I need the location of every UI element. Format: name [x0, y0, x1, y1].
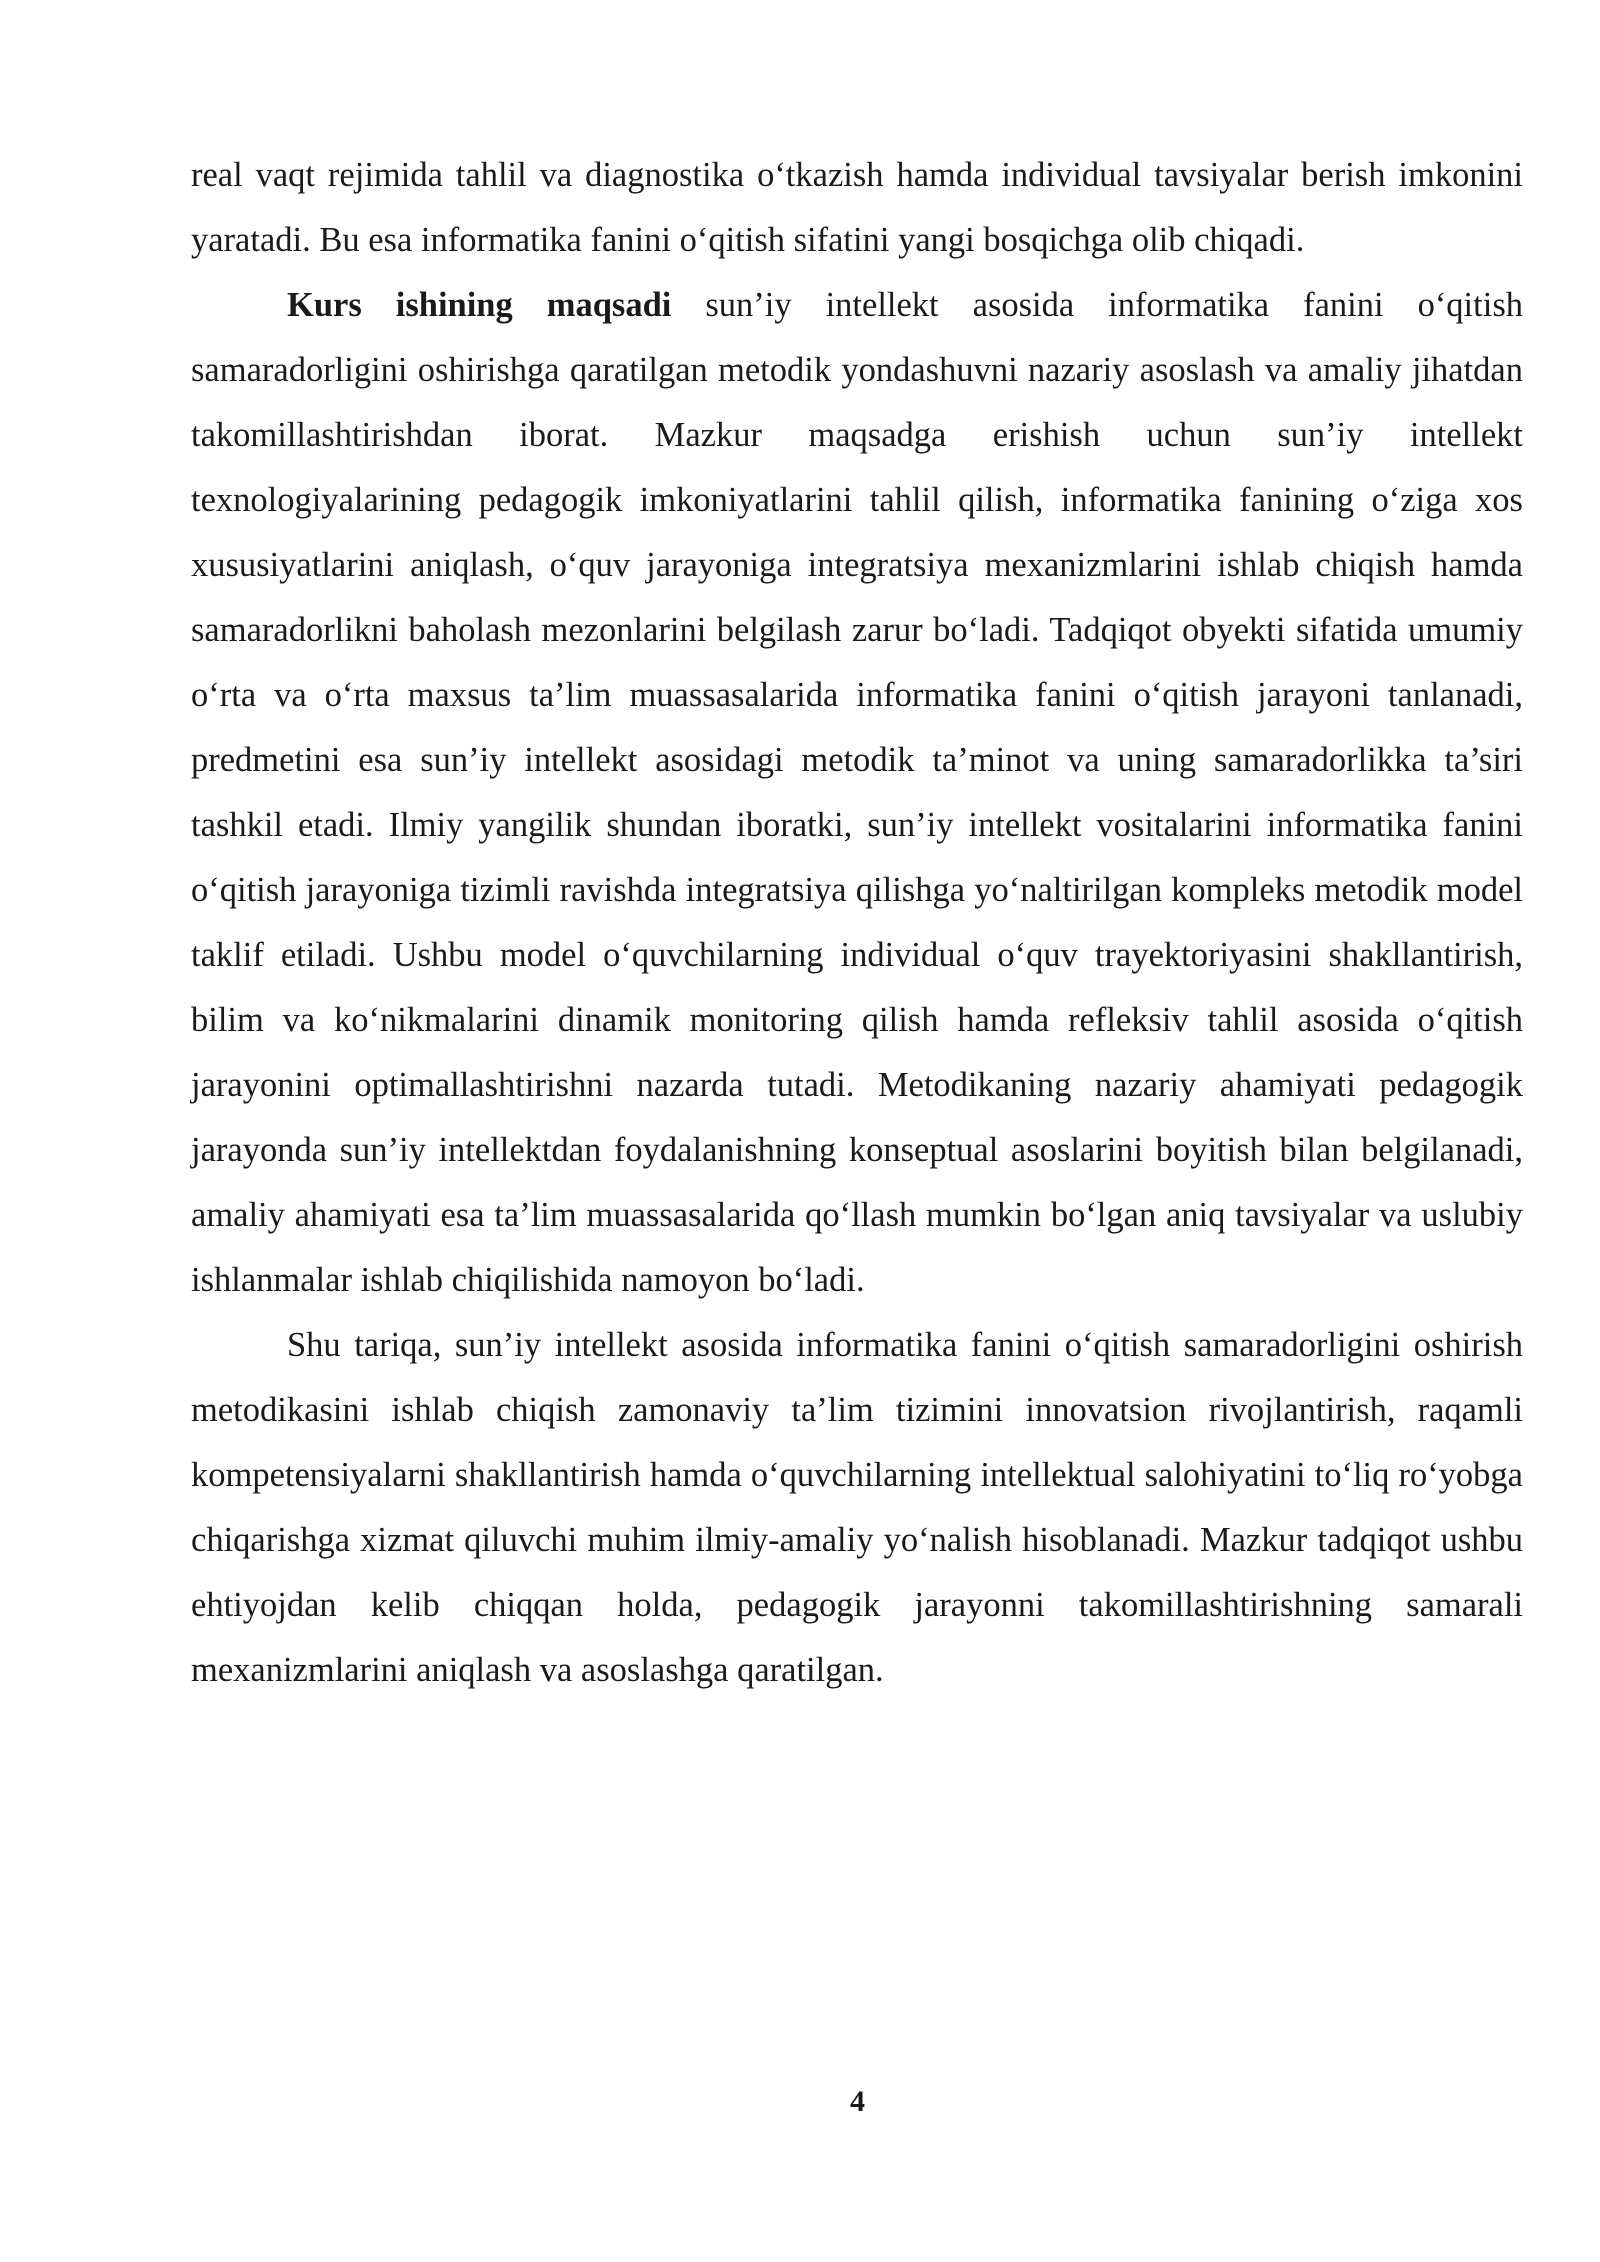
paragraph-text: sun’iy intellekt asosida informatika fanini o‘qitish samaradorligini oshirishga qaratilgan metodik yondashuvni nazariy asoslash va amaliy jihatdan takomillashtirishdan iborat. Mazkur maqsadga erishish uchun sun’iy intellekt texnologiyalarining pedagogik imkoniyatlarini tahlil qilish, informatika fanining o‘ziga xos xususiyatlarini aniqlash, o‘quv jarayoniga integratsiya mexanizmlarini ishlab chiqish hamda samaradorlikni baholash mezonlarini belgilash zarur bo‘ladi. Tadqiqot obyekti sifatida umumiy o‘rta va o‘rta maxsus ta’lim muassasalarida informatika fanini o‘qitish jarayoni tanlanadi, predmetini esa sun’iy intellekt asosidagi metodik ta’minot va uning samaradorlikka ta’siri tashkil etadi. Ilmiy yangilik shundan iboratki, sun’iy intellekt vositalarini informatika fanini o‘qitish jarayoniga tizimli ravishda integratsiya qilishga yo‘naltirilgan kompleks metodik model taklif etiladi. Ushbu model o‘quvchilarning individual o‘quv trayektoriyasini shakllantirish, bilim va ko‘nikmalarini dinamik monitoring qilish hamda refleksiv tahlil asosida o‘qitish jarayonini optimallashtirishni nazarda tutadi. Metodikaning nazariy ahamiyati pedagogik jarayonda sun’iy intellektdan foydalanishning konseptual asoslarini boyitish bilan belgilanadi, amaliy ahamiyati esa ta’lim muassasalarida qo‘llash mumkin bo‘lgan aniq tavsiyalar va uslubiy ishlanmalar ishlab chiqilishida namoyon bo‘ladi. [191, 286, 1523, 1299]
page-number: 4 [850, 2085, 865, 2118]
paragraph-lead-bold: Kurs ishining maqsadi [287, 286, 672, 324]
paragraph-text: Shu tariqa, sun’iy intellekt asosida informatika fanini o‘qitish samaradorligini oshirish metodikasini ishlab chiqish zamonaviy ta’lim tizimini innovatsion rivojlantirish, raqamli kompetensiyalarni shakllantirish hamda o‘quvchilarning intellektual salohiyatini to‘liq ro‘yobga chiqarishga xizmat qiluvchi muhim ilmiy-amaliy yo‘nalish hisoblanadi. Mazkur tadqiqot ushbu ehtiyojdan kelib chiqqan holda, pedagogik jarayonni takomillashtirishning samarali mexanizmlarini aniqlash va asoslashga qaratilgan. [191, 1326, 1523, 1689]
paragraph-text: real vaqt rejimida tahlil va diagnostika o‘tkazish hamda individual tavsiyalar berish imkonini yaratadi. Bu esa informatika fanini o‘qitish sifatini yangi bosqichga olib chiqadi. [191, 156, 1523, 259]
paragraph-purpose [191, 273, 1523, 1313]
paragraph-conclusion [191, 1313, 1523, 1703]
paragraph-continuation [191, 143, 1523, 273]
body-text [191, 143, 1523, 1703]
